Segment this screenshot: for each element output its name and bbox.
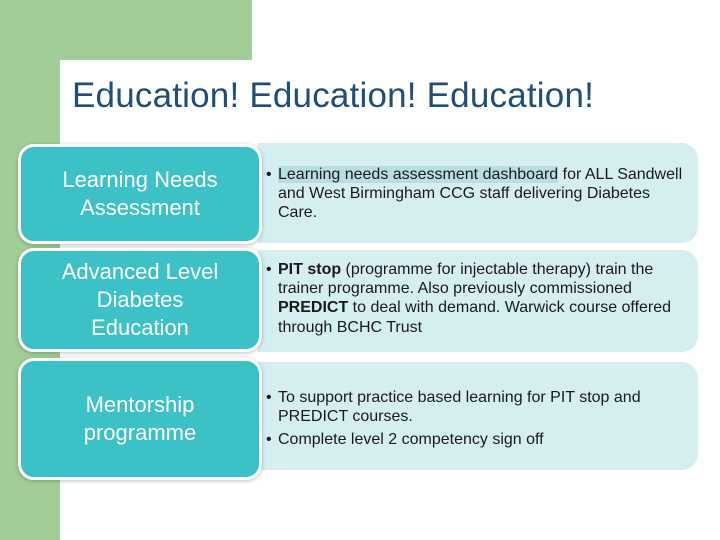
label-learning-needs: [18, 144, 262, 244]
bullet-text: Complete level 2 competency sign off: [278, 431, 544, 449]
bold-text: PREDICT: [278, 299, 349, 317]
bullet-item: [266, 388, 684, 426]
label-mentorship: [18, 358, 262, 480]
bullet-icon: •: [266, 166, 272, 183]
highlighted-text: Learning needs assessment dashboard: [278, 166, 559, 183]
description-box: [258, 362, 698, 470]
bullet-text: for ALL Sandwell and West Birmingham CCG staff delivering Diabetes Care.: [278, 166, 683, 222]
bold-text: PIT stop: [278, 261, 342, 278]
label-text: Advanced Level Diabetes Education: [61, 258, 219, 341]
label-advanced-level: [18, 248, 262, 352]
bullet-icon: •: [266, 389, 272, 406]
label-text: Learning Needs Assessment: [62, 166, 218, 220]
bullet-item: • PIT stop (programme for injectable therapy) train the trainer programme. Also previously commissioned PREDICT to deal with demand. Warwick course offered through BCHC Trust: [266, 261, 672, 336]
label-text: Mentorship programme: [83, 391, 197, 445]
bullet-text: To support practice based learning for PIT stop and PREDICT courses.: [278, 389, 641, 426]
slide-title: Education! Education! Education!: [72, 76, 595, 115]
bullet-icon: •: [266, 261, 272, 278]
description-box: [258, 143, 698, 243]
description-box: [258, 250, 698, 352]
bullet-item: [266, 165, 684, 223]
bullet-item: [266, 430, 684, 449]
bullet-icon: •: [266, 431, 272, 449]
